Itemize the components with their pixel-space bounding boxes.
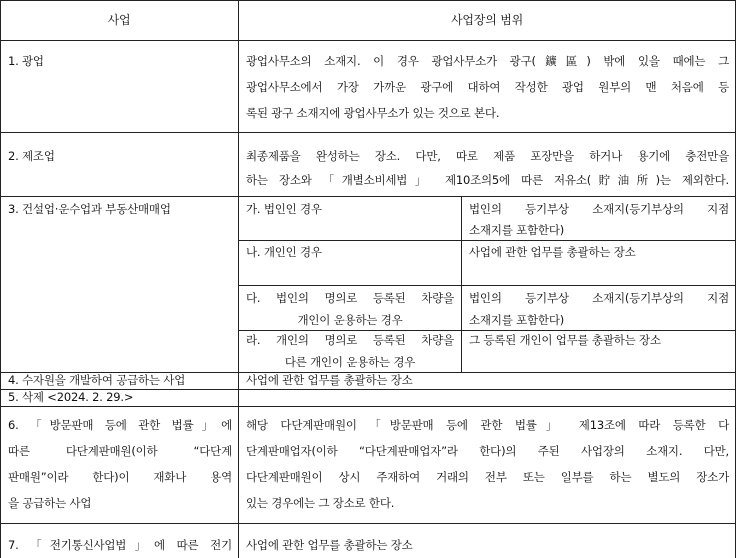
row-door-to-door-label-line: 6. 「방문판매 등에 관한 법률」에	[8, 418, 232, 432]
row-manufacturing-scope-line: 최종제품을 완성하는 장소. 다만, 따로 제품 포장만을 하거나 용기에 충전만을	[246, 149, 729, 163]
sub-case-individual-vehicle: 라. 개인의 명의로 등록된 차량을	[246, 333, 454, 347]
sub-scope-individual: 사업에 관한 업무를 총괄하는 장소	[469, 245, 636, 259]
sub-scope-corp-vehicle: 소재지를 포함한다)	[469, 313, 565, 327]
header-scope: 사업장의 범위	[451, 13, 523, 27]
row-door-to-door-scope-line: 다단계판매원이 상시 주재하여 거래의 전부 또는 일부를 하는 별도의 장소가	[246, 470, 729, 484]
row-mining-scope-line: 록된 광구 소재지에 광업사무소가 있는 것으로 본다.	[246, 106, 500, 120]
sub-scope-corp-vehicle: 법인의 등기부상 소재지(등기부상의 지점	[469, 291, 729, 305]
table-border-top	[0, 0, 736, 1]
header-business: 사업	[107, 13, 131, 27]
row-door-to-door-label-line: 판매원”이라 한다)이 재화나 용역	[8, 470, 232, 484]
row-divider	[0, 132, 736, 133]
sub-case-individual: 나. 개인인 경우	[246, 245, 322, 259]
sub-case-corp-vehicle: 개인이 운용하는 경우	[297, 313, 403, 327]
sub-scope-corporation: 소재지를 포함한다)	[469, 223, 565, 237]
sub-case-individual-vehicle: 다른 개인이 운용하는 경우	[284, 355, 416, 369]
row-deleted-label: 5. 삭제 <2024. 2. 29.>	[8, 390, 134, 404]
subrow-divider	[238, 285, 736, 286]
row-mining-label: 1. 광업	[8, 54, 44, 68]
row-construction-label: 3. 건설업·운수업과 부동산매매업	[8, 202, 171, 216]
header-divider	[0, 40, 736, 41]
row-divider	[0, 196, 736, 197]
subcolumn-divider	[461, 196, 462, 372]
row-telecom-label: 7. 「전기통신사업법」에 따른 전기	[8, 538, 232, 552]
sub-scope-individual-vehicle: 그 등록된 개인이 업무를 총괄하는 장소	[469, 333, 661, 347]
row-door-to-door-scope-line: 있는 경우에는 그 장소로 한다.	[246, 496, 395, 510]
sub-case-corp-vehicle: 다. 법인의 명의로 등록된 차량을	[246, 291, 454, 305]
row-door-to-door-scope-line: 단계판매업자(이하 “다단계판매업자”라 한다)의 주된 사업장의 소재지. 다만,	[246, 444, 729, 458]
row-manufacturing-label: 2. 제조업	[8, 149, 55, 163]
column-divider	[238, 0, 239, 558]
sub-scope-corporation: 법인의 등기부상 소재지(등기부상의 지점	[469, 202, 729, 216]
row-water-label: 4. 수자원을 개발하여 공급하는 사업	[8, 373, 186, 387]
row-manufacturing-scope-line: 하는 장소와 「개별소비세법」 제10조의5에 따른 저유소(貯油所)는 제외한다.	[246, 173, 729, 187]
row-divider	[0, 523, 736, 524]
row-door-to-door-scope-line: 해당 다단계판매원이 「방문판매 등에 관한 법률」 제13조에 따라 등록한 다	[246, 418, 729, 432]
row-door-to-door-label-line: 따른 다단계판매원(이하 “다단계	[8, 444, 232, 458]
row-door-to-door-label-line: 을 공급하는 사업	[8, 496, 92, 510]
row-mining-scope-line: 광업사무소의 소재지. 이 경우 광업사무소가 광구(鑛區) 밖에 있을 때에는 그	[246, 54, 729, 68]
sub-case-corporation: 가. 법인인 경우	[246, 202, 322, 216]
table-border-left	[0, 0, 1, 558]
row-telecom-scope: 사업에 관한 업무를 총괄하는 장소	[246, 538, 413, 552]
row-mining-scope-line: 광업사무소에서 가장 가까운 광구에 대하여 작성한 광업 원부의 맨 처음에 등	[246, 80, 729, 94]
row-water-scope: 사업에 관한 업무를 총괄하는 장소	[246, 373, 413, 387]
